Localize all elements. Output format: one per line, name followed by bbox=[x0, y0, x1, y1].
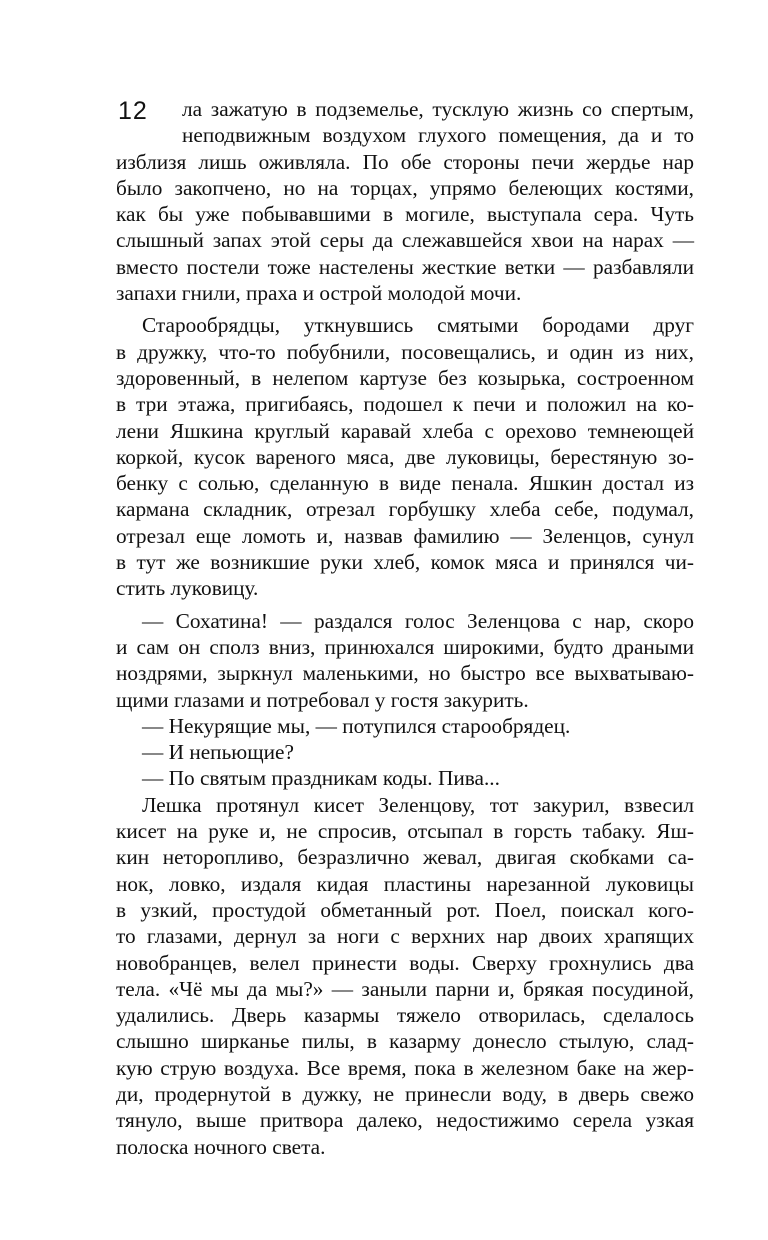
text-line: запахи гнили, праха и острой молодой мочи. bbox=[116, 281, 522, 306]
text-line: в узкий, простудой обметанный рот. Поел, поискал кого- bbox=[116, 897, 694, 922]
text-line: нок, ловко, издаля кидая пластины нарезанной луковицы bbox=[116, 871, 694, 896]
text-line: коркой, кусок вареного мяса, две луковицы, берестяную зо- bbox=[116, 444, 694, 469]
text-line: стить луковицу. bbox=[116, 576, 259, 601]
paragraph bbox=[116, 792, 694, 1160]
text-line: было закопчено, но на торцах, упрямо белеющих костями, bbox=[116, 175, 694, 200]
text-line: кин неторопливо, безразлично жевал, двигая скобками са- bbox=[116, 845, 694, 870]
text-line: ла зажатую в подземелье, тусклую жизнь со спертым, bbox=[182, 97, 694, 121]
text-line: бенку с солью, сделанную в виде пенала. Яшкин достал из bbox=[116, 471, 694, 496]
text-line: кисет на руке и, не спросив, отсыпал в горсть табаку. Яш- bbox=[116, 819, 694, 844]
text-line: как бы уже побывавшими в могиле, выступала сера. Чуть bbox=[116, 202, 694, 227]
text-line: и сам он сполз вниз, принюхался широкими, будто драными bbox=[116, 634, 694, 659]
text-line: полоска ночного света. bbox=[116, 1134, 326, 1159]
paragraph bbox=[116, 96, 694, 306]
text-line: ди, продернутой в дужку, не принесли воду, в дверь свежо bbox=[116, 1081, 694, 1106]
text-line: — По святым праздникам коды. Пива... bbox=[142, 766, 500, 791]
text-line: — Некурящие мы, — потупился старообрядец. bbox=[142, 713, 571, 738]
text-line: вместо постели тоже настелены жесткие ветки — разбавляли bbox=[116, 254, 694, 279]
text-line: Лешка протянул кисет Зеленцову, тот закурил, взвесил bbox=[142, 792, 694, 817]
page-text bbox=[116, 96, 694, 1160]
text-line: в тут же возникшие руки хлеб, комок мяса и принялся чи- bbox=[116, 550, 694, 575]
text-line: здоровенный, в нелепом картузе без козырька, состроенном bbox=[116, 365, 694, 390]
text-line: в дружку, что-то побубнили, посовещались, и один из них, bbox=[116, 339, 694, 364]
text-line: ноздрями, зыркнул маленькими, но быстро все выхватываю- bbox=[116, 661, 694, 686]
text-line: кую струю воздуха. Все время, пока в железном баке на жер- bbox=[116, 1055, 694, 1080]
text-line: лени Яшкина круглый каравай хлеба с орехово темнеющей bbox=[116, 418, 694, 443]
text-line: кармана складник, отрезал горбушку хлеба себе, подумал, bbox=[116, 497, 694, 522]
paragraph bbox=[116, 312, 694, 601]
text-line: Старообрядцы, уткнувшись смятыми бородами друг bbox=[142, 313, 694, 338]
text-line: щими глазами и потребовал у гостя закурить. bbox=[116, 687, 529, 712]
text-line: тела. «Чё мы да мы?» — заныли парни и, брякая посудиной, bbox=[116, 976, 694, 1001]
text-line: слышно ширканье пилы, в казарму донесло стылую, слад- bbox=[116, 1029, 694, 1054]
page-number: 12 bbox=[118, 97, 148, 125]
text-line: слышный запах этой серы да слежавшейся хвои на нарах — bbox=[116, 228, 694, 253]
paragraph bbox=[116, 713, 694, 739]
text-line: удалились. Дверь казармы тяжело отворилась, сделалось bbox=[116, 1003, 694, 1028]
text-line: — И непьющие? bbox=[142, 740, 294, 765]
text-line: неподвижным воздухом глухого помещения, да и то bbox=[182, 123, 694, 148]
text-line: отрезал еще ломоть и, назвав фамилию — Зеленцов, сунул bbox=[116, 523, 694, 548]
text-line: тянуло, выше притвора далеко, недостижимо серела узкая bbox=[116, 1108, 694, 1133]
text-line: — Сохатина! — раздался голос Зеленцова с нар, скоро bbox=[142, 608, 694, 633]
text-line: новобранцев, велел принести воды. Сверху грохнулись два bbox=[116, 950, 694, 975]
text-line: изблизя лишь оживляла. По обе стороны печи жердье нар bbox=[116, 149, 694, 174]
paragraph bbox=[116, 765, 694, 791]
paragraph bbox=[116, 739, 694, 765]
paragraph bbox=[116, 608, 694, 713]
text-line: то глазами, дернул за ноги с верхних нар двоих храпящих bbox=[116, 924, 694, 949]
text-line: в три этажа, пригибаясь, подошел к печи и положил на ко- bbox=[116, 392, 694, 417]
